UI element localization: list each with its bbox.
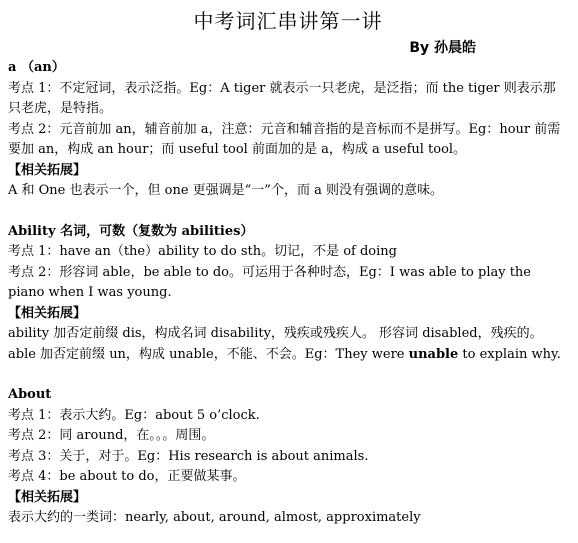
section-a-extension-label: 【相关拓展】	[8, 162, 87, 178]
section-ability	[8, 222, 568, 366]
section-about-heading: About	[8, 387, 52, 402]
section-ability-extension-2-emphasis: unable	[408, 346, 459, 362]
document-author: By 孙晨皓	[409, 40, 476, 56]
section-a-extension: A 和 One 也表示一个，但 one 更强调是“一”个，而 a 则没有强调的意味。	[8, 183, 443, 198]
section-ability-extension-2-pre: able 加否定前缀 un，构成 unable，不能、不会。Eg：They were	[8, 346, 409, 362]
section-a-heading: a （an）	[8, 60, 65, 75]
section-a	[8, 58, 568, 202]
section-ability-extension-2-post: to explain why.	[458, 346, 561, 362]
section-about	[8, 385, 568, 529]
section-ability-extension-label: 【相关拓展】	[8, 305, 87, 321]
section-about-extension-label: 【相关拓展】	[8, 489, 87, 505]
document-title: 中考词汇串讲第一讲	[193, 9, 383, 33]
section-a-point-2: 考点 2：元音前加 an，辅音前加 a，注意：元音和辅音指的是音标而不是拼写。Eg：hour 前需要加 an，构成 an hour；而 useful tool 前面加的是 a，构成 a useful tool。	[8, 121, 561, 157]
section-ability-point-2: 考点 2：形容词 able，be able to do。可运用于各种时态，Eg：I was able to play the piano when I was young.	[8, 264, 531, 300]
section-about-point-4: 考点 4：be about to do，正要做某事。	[8, 469, 246, 484]
section-about-point-2: 考点 2：同 around，在。。。周围。	[8, 428, 215, 443]
section-about-point-1: 考点 1：表示大约。Eg：about 5 o’clock.	[8, 407, 260, 423]
section-ability-heading: Ability 名词，可数（复数为 abilities）	[8, 223, 254, 239]
section-ability-extension-2	[8, 345, 568, 366]
section-ability-extension-1: ability 加否定前缀 dis，构成名词 disability，残疾或残疾人。 形容词 disabled，残疾的。	[8, 326, 543, 341]
section-a-point-1: 考点 1：不定冠词，表示泛指。Eg：A tiger 就表示一只老虎，是泛指；而 the tiger 则表示那只老虎，是特指。	[8, 80, 556, 116]
section-gap	[8, 365, 568, 385]
section-about-point-3: 考点 3：关于，对于。Eg：His research is about animals.	[8, 448, 369, 464]
section-about-extension: 表示大约的一类词：nearly, about, around, almost, approximately	[8, 510, 421, 525]
section-gap	[8, 202, 568, 222]
section-ability-point-1: 考点 1：have an（the）ability to do sth。切记，不是 of doing	[8, 244, 397, 259]
